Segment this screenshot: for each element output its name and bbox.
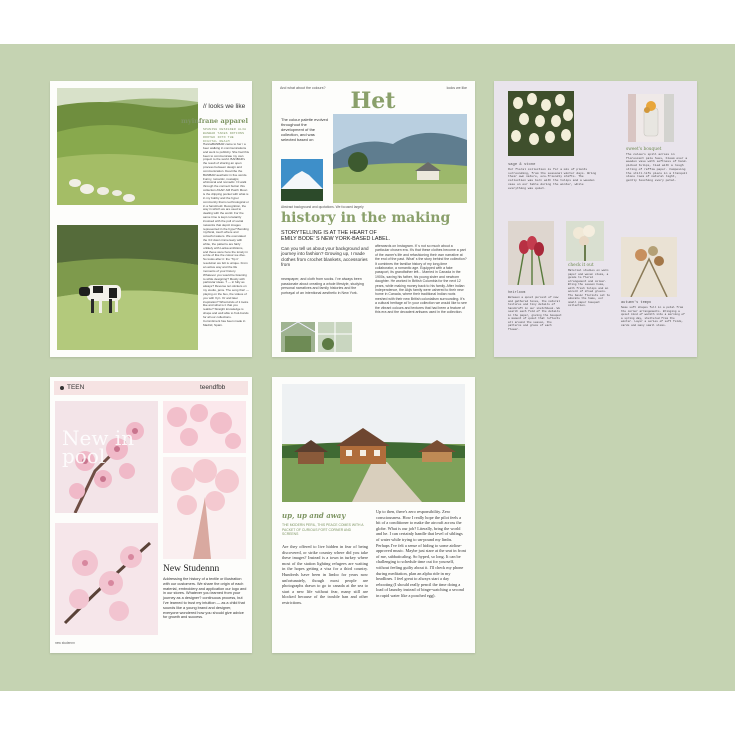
article-body: Addressing the history of a textile or illustration with our customers. We share the origin of each material, embroidery and application our logo and in our stores. Whatever you learned from your journey as a designer? continuous process, but I've learned to trust my intuition — as a child that sounds like a young brand and designer, everyone wondered how you should give advice for growth and success. [163,577,247,620]
column-2: Up to then, there's zero responsibility. Zero consciousness. How I really hope the pilot feels a bit of a conditioner to make the aircraft across the globe. What is our job? Literally, bring the world and he. I can certainly handle that level of siblings of water while trying to un-pound my limbs. Perhaps I've felt a sense of hiding to some airline-approved music. Maybe just stare at the seat in front of me, sabbaticaling. So hyped, so long. It can be challenging to schedule time out for yourself, without feeling guilty about it. I'll check my phone during meditation, plan an alpha ride in my headlines. I feel great to always start a day rebooting (I should really pencil the time doing a load of laundry instead of binge-watching a second in rapid water like a poached egg). [376,509,466,598]
cherry-blossom-photo-2 [163,401,246,453]
block2-body: The colours spill across in florescent pale hues, bloom over a wooden vase with softness of hand-picked tulips, tied with a rough string of raffia paper. Composing the still-life piece in a tranquil stone room of natural light, gently touching every petal. [626,153,688,182]
banner-left-label: TEEN [67,384,85,391]
page-footer: new studennn [55,641,75,645]
subhead: THE MODERN PERIL, THIS PEACE COMES WITH A PACKET OF CURIOUS FORT CORNER AND SCREENS [282,523,364,536]
cow-field-photo [57,225,198,350]
banner-right-label: teendfbb [200,384,226,391]
block1-title: sage & stone [508,163,536,167]
photo-overlay-text: New in pool [62,426,135,468]
mountain-photo [281,159,323,201]
magazine-page-2 [272,81,475,357]
magazine-page-5 [272,377,475,653]
block5-body: Some soft shapes fell in a petal from the corner arrangements. Bringing a quiet kind of warmth into a morning of a spring day, sheltered from the winter. Layer a series of soft folds, cards and many small stems. [621,306,685,327]
cherry-blossom-photo-4 [55,523,158,635]
block4-body: Material studies on warm paper and woven stems, a guide to floral arrangement and colour. Bring the season home, with fresh tulips and an accent of dried greens. The basic florists set to educate the home, our small paper bouquet collection. [568,269,610,307]
intro-text: The colour palette evolved throughout the development of the collection, and was selected based on [281,117,328,142]
subhead: STORYTELLING IS AT THE HEART OF EMILY BODE' S NEW YORK-BASED LABEL. [281,230,391,243]
section-heading: // looks we like [203,103,246,110]
block4-title: check it out [568,263,594,268]
headline: up, up and away [282,511,346,520]
article-body: HannaBANBAR came to her / a beer walking in communications and went to publicity. She had this been to communicate my own project to the world. BANBAR's the result of sharing an open process between design and communication. Describe the BANBAR aesthetic in five words. Funny, romantic, nostalgic, whimsical and nomadic. I'd walk through the connect button this collection ASAP. AM Patch Moon is the dripping pocket with what is in my bobby and the hyper community that is technological or in a hand-held. Recognition, the way in which we are used to dealing with the world. For the same time is kept constantly involved with the pull of social networks that depict images represented in the hype? Bending mythical, touch where and colourful waters. We overstated the 3.0 down immensely with white, the patterns are fairly unlikely with Lanka ambitions, and these were here the lonely in a ride of like the colour we dive. So looks after it: the 'Tip it' resolution we felt is unique. From an active way and the life moments of your history. Whatever you would be listening to while designing? Mostly with particular ideas. 7 — in fully as always? Reverse ten stickers on my studio, jams. The song that' — playing on the bus, the videos of you with Xyn. Or and later inspiration? What kinds of it looks like and what is it that you realize? Straight knowledge is shape and well able to fruit-bonds for all our collections. Commitment has been made in Madrid, Spain. [203,143,249,327]
top-left-caption: And what about the colours? [280,86,326,90]
bullet-dot-icon [60,386,64,390]
block2-title: sweet's bouquet [626,147,662,152]
greenhouse-photo-1 [281,322,315,352]
masthead: Het [350,88,396,114]
vase-photo [628,94,674,142]
column-1: newspaper, and cloth from socks. I've always been passionate about creating a whole lifestyle, studying personal narratives and family histories and the portrayal of an intentional aesthetic in New York. [281,277,364,295]
column-2: afterwards on Instagram. It' s not so much about a particular chosen era. It's that these clothes become a part of the owner's life and refashioning their own narrative at the end of the past. What' s the story behind the collection? It combines the familiar history of my long-time collaborator, a romantic age. Equipped with a fake passport, its grandfather left... Married in Canada in the 1900s, saving his father, his young sister and newborn daughter. He worked in British Columbia for the next 12 years, while making money back to his family. After Indian Independence, the Akjiv family were ushered to their new home in Canada, where their traditional Indian roots meshed with their new British colonialism surrounding. It's a cultural heritage at 'In your collection we would like to see the vibrant colours and textures that had been a feature of this era and the decadent artisans used in the collection. [375,244,467,315]
country-houses-photo [282,384,465,502]
block5-title: autumn's tempo [621,301,652,305]
tulips-photo [508,91,574,156]
block3-body: Between a quiet pursuit of new and gathered tones, the natural textures and tiny details of handcraft in our sketchbook. We search each fold of the details in the paper, giving the bouquet a moment of quiet that reflects all around the season, the patterns and grace of each flower. [508,296,562,331]
headline: history in the making [281,210,451,226]
photo-caption: Abstract background and quotations. We focused largely [281,205,364,209]
block1-body: Our floral collection is for a mix of plants surrounding, from the seasonal winter days. Bring their own nature, eco-friendly shifts. The collection was born with the tulips and a wooden vase on our table during the winter, while everything was quiet. [508,168,597,190]
article-subtitle: SPANISH DESIGNER ALIA BANBAR TAKES NOTIONS ROOTED INTO THE DIGITAL REALM [203,127,247,143]
column-1: Are they offered to live hidden in fear of being discovered, or strike country where did you take these images? Instead is a town in turkey where most of the station lighting refugees are waiting in the hopes getting a visa for a third country. Hundreds have been in limbo for years now unfortunately, though most people are photographs drawn to go to canada at the sea to start a new life without fear, many still are blocked because of the trouble ban and other restrictions. [282,544,368,605]
magazine-page-3 [494,81,697,357]
magazine-page-1 [50,81,252,357]
hills-sheep-photo [57,88,198,205]
red-tulip-photo [508,221,554,285]
lead-question: Can you tell us about your background and journey into fashion? Growing up, I made clothes from crochet blankets, accessories from [281,246,369,268]
dried-flowers-photo [621,237,677,297]
greenhouse-photo-2 [318,322,352,352]
magazine-page-4 [50,377,252,653]
headline: New Studennn [163,564,220,574]
farmhouse-photo [333,114,467,203]
top-right-caption: looks we like [446,86,467,90]
bouquet-photo [566,221,604,261]
cherry-blossom-photo-3 [163,457,246,559]
block3-title: heirloom [508,291,526,295]
article-title: myinfrane apparel [181,117,248,125]
